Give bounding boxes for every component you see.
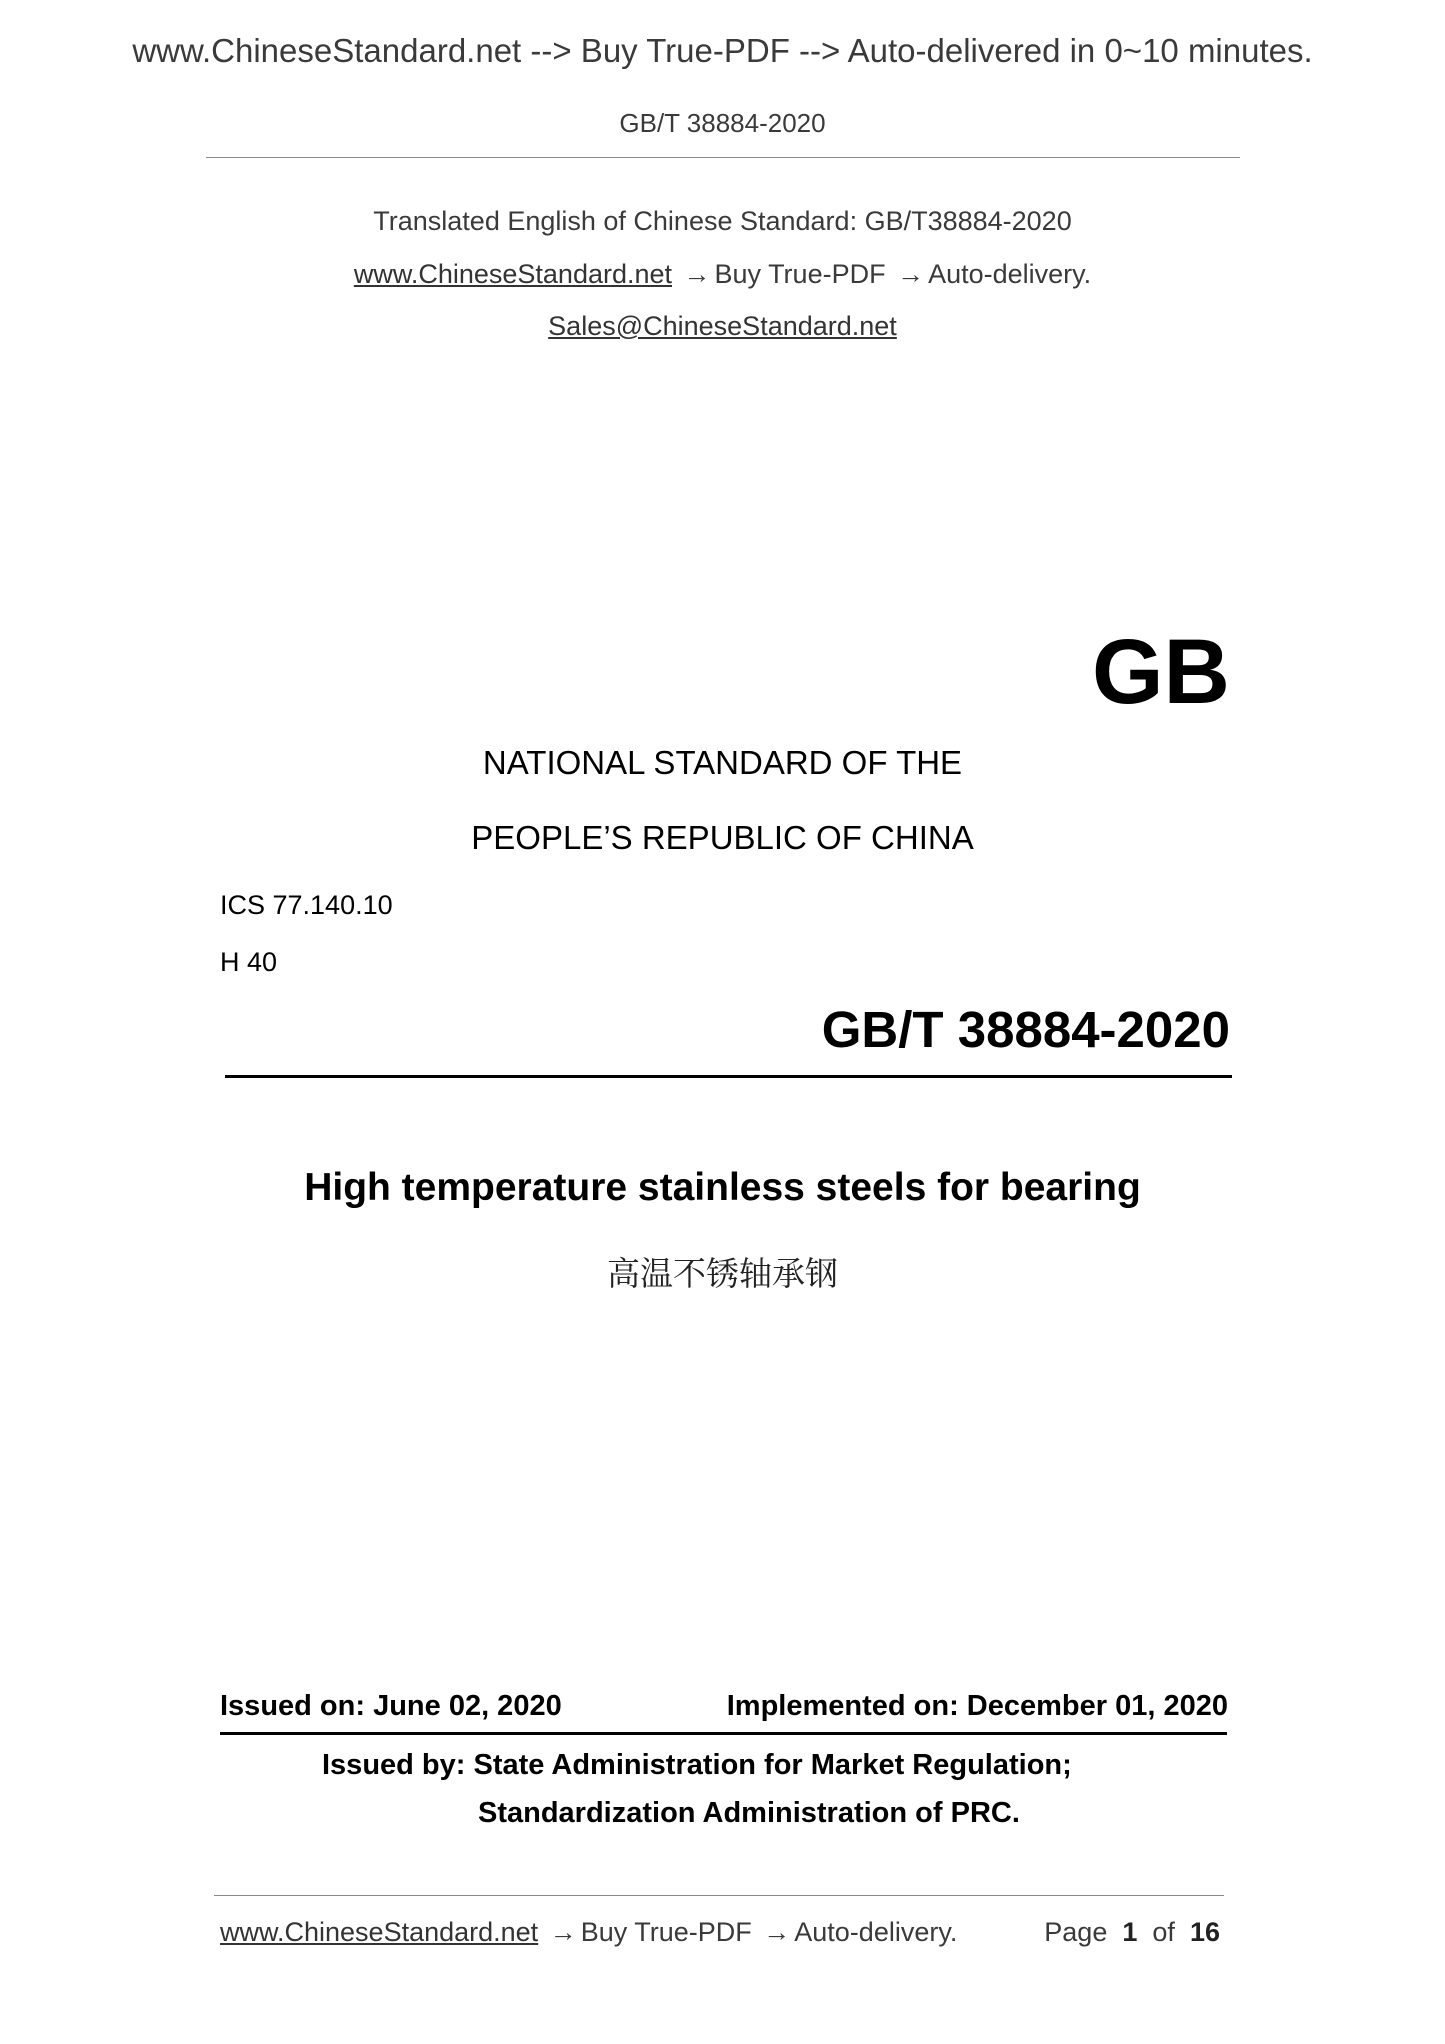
page-indicator [1044,1917,1220,1948]
arrow-right-icon: → [763,1917,791,1947]
top-banner: www.ChineseStandard.net --> Buy True-PDF --> Auto-delivered in 0~10 minutes. [132,32,1313,69]
translated-line: Translated English of Chinese Standard: GB/T38884-2020 [373,206,1072,236]
issued-by-line2: Standardization Administration of PRC. [478,1797,1020,1829]
national-standard-line1: NATIONAL STANDARD OF THE [482,744,963,781]
document-title-cn: 高温不锈轴承钢 [607,1254,838,1293]
running-header: GB/T 38884-2020 [619,108,826,138]
standard-number-divider [225,1075,1232,1078]
ics-code: ICS 77.140.10 [220,890,393,920]
footer-auto-delivery-label: Auto-delivery. [794,1917,958,1947]
footer-divider [214,1895,1224,1896]
ccs-code: H 40 [220,947,278,977]
of-label: of [1152,1917,1175,1947]
page-number: 1 [1122,1917,1138,1947]
sales-email-link[interactable]: Sales@ChineseStandard.net [548,311,897,341]
auto-delivery-label: Auto-delivery. [928,259,1092,289]
footer-buy-label: Buy True-PDF [580,1917,752,1947]
issued-by-line1: Issued by: State Administration for Market Regulation; [322,1749,1072,1781]
delivery-line [0,259,1445,290]
standard-number: GB/T 38884-2020 [821,1001,1230,1058]
footer-site-link[interactable]: www.ChineseStandard.net [220,1917,539,1947]
implemented-on-date: Implemented on: December 01, 2020 [726,1690,1228,1722]
footer-delivery [220,1917,957,1948]
buy-label: Buy True-PDF [714,259,886,289]
document-title-en: High temperature stainless steels for bearing [304,1166,1141,1209]
arrow-right-icon: → [549,1917,577,1947]
issue-divider [220,1732,1227,1735]
site-link[interactable]: www.ChineseStandard.net [353,259,673,289]
issued-on-date: Issued on: June 02, 2020 [220,1690,562,1722]
page-total: 16 [1189,1917,1220,1947]
arrow-right-icon: → [683,259,711,289]
arrow-right-icon: → [897,259,925,289]
gb-mark: GB [1092,621,1230,723]
page-label: Page [1044,1917,1108,1947]
national-standard-line2: PEOPLE’S REPUBLIC OF CHINA [471,819,974,856]
sales-line [0,311,1445,342]
header-divider [206,157,1240,158]
